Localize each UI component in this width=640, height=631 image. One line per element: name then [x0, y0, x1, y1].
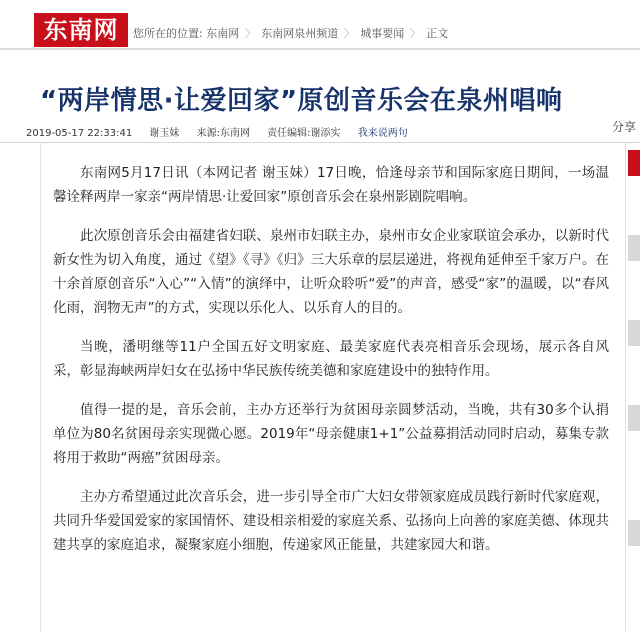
breadcrumb — [133, 25, 448, 41]
article-body — [40, 143, 626, 631]
article-title: “两岸情思·让爱回家”原创音乐会在泉州唱响 — [40, 86, 563, 116]
article-paragraph: 此次原创音乐会由福建省妇联、泉州市妇联主办，泉州市女企业家联谊会承办，以新时代新女性为切入角度，通过《望》《寻》《归》三大乐章的层层递进，将视角延伸至千家万户。在十余首原创音乐“入心”“入情”的演绎中，让听众聆听“爱”的声音，感受“家”的温暖，以“春风化雨，润物无声”的方式，实现以乐化人、以乐育人的目的。 — [53, 228, 609, 316]
sidebar-widget[interactable] — [628, 405, 640, 431]
breadcrumb-separator: 〉 — [244, 27, 256, 40]
breadcrumb-separator: 〉 — [343, 27, 355, 40]
article-meta — [26, 124, 422, 139]
article-paragraph: 值得一提的是，音乐会前，主办方还举行为贫困母亲圆梦活动，当晚，共有30多个认捐单位为80名贫困母亲实现微心愿。2019年“母亲健康1+1”公益募捐活动同时启动，募集专款将用于救助“两癌”贫困母亲。 — [53, 402, 609, 466]
breadcrumb-separator: 〉 — [409, 27, 421, 40]
site-header — [0, 0, 640, 50]
editor-label: 责任编辑: — [267, 128, 311, 139]
article-author: 谢玉妹 — [149, 128, 180, 139]
source-value: 东南网 — [219, 128, 250, 139]
article-paragraph: 当晚，潘明继等11户全国五好文明家庭、最美家庭代表亮相音乐会现场，展示各自风采，彰显海峡两岸妇女在弘扬中华民族传统美德和家庭建设中的独特作用。 — [53, 339, 609, 379]
sidebar-widget[interactable] — [628, 320, 640, 346]
comment-link[interactable]: 我来说两句 — [357, 128, 408, 139]
article-paragraph: 东南网5月17日讯（本网记者 谢玉妹）17日晚，恰逢母亲节和国际家庭日期间，一场温馨诠释两岸一家亲“两岸情思·让爱回家”原创音乐会在泉州影剧院唱响。 — [53, 165, 609, 205]
sidebar-widget[interactable] — [628, 520, 640, 546]
share-label[interactable]: 分享 — [612, 120, 637, 134]
article-content — [53, 161, 609, 572]
breadcrumb-item-quanzhou[interactable]: 东南网泉州频道 — [261, 27, 339, 40]
article-editor — [267, 128, 340, 139]
breadcrumb-prefix: 您所在的位置: — [133, 27, 203, 40]
breadcrumb-item-city-news[interactable]: 城事要闻 — [360, 27, 405, 40]
source-label: 来源: — [196, 128, 220, 139]
sidebar-edge — [626, 143, 640, 631]
breadcrumb-item-home[interactable]: 东南网 — [206, 27, 240, 40]
site-logo[interactable]: 东南网 — [34, 13, 128, 47]
sidebar-widget[interactable] — [628, 235, 640, 261]
sidebar-widget[interactable] — [628, 150, 640, 176]
breadcrumb-item-current: 正文 — [426, 27, 449, 40]
article-datetime: 2019-05-17 22:33:41 — [26, 128, 133, 139]
article-paragraph: 主办方希望通过此次音乐会，进一步引导全市广大妇女带领家庭成员践行新时代家庭观，共同升华爱国爱家的家国情怀、建设相亲相爱的家庭关系、弘扬向上向善的家庭美德、体现共建共享的家庭追求，凝聚家庭小细胞，传递家风正能量，共建家园大和谐。 — [53, 489, 609, 553]
editor-value: 谢添实 — [310, 128, 341, 139]
article-source — [197, 128, 250, 139]
